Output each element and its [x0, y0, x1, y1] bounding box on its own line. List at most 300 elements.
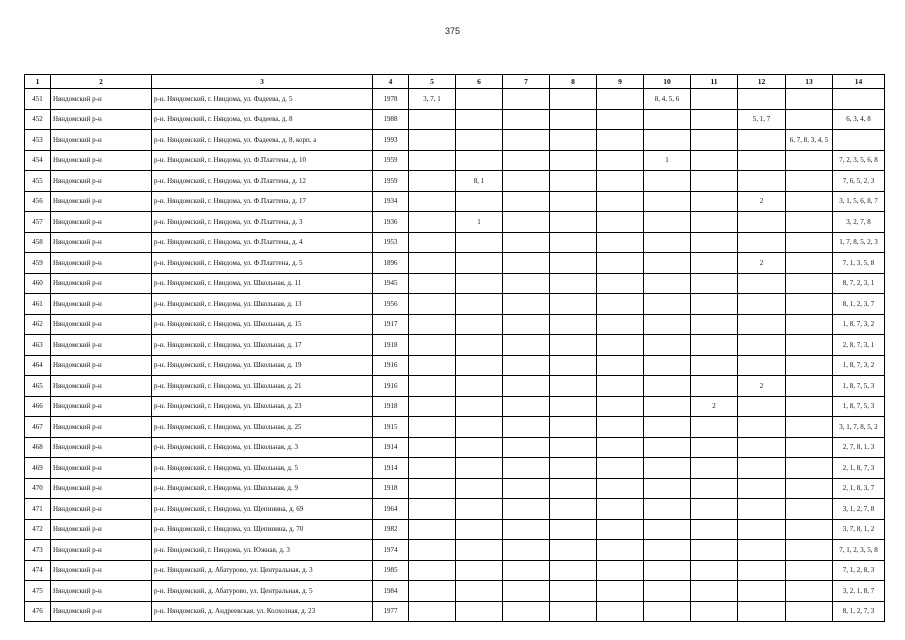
table-cell-col-4: 1945	[373, 273, 409, 294]
table-cell-col-11	[691, 376, 738, 397]
table-cell-col-14: 2, 1, 8, 7, 3	[833, 458, 885, 479]
table-cell-col-5	[409, 376, 456, 397]
table-cell-col-7	[503, 273, 550, 294]
table-cell-col-3: р-н. Няндомский, г. Няндома, ул. Щепинина, д. 70	[152, 519, 373, 540]
table-cell-col-4: 1959	[373, 150, 409, 171]
column-header-1: 1	[25, 75, 51, 89]
table-cell-col-7	[503, 191, 550, 212]
table-cell-col-8	[550, 253, 597, 274]
table-cell-col-6	[456, 253, 503, 274]
table-cell-col-7	[503, 417, 550, 438]
table-cell-col-5	[409, 191, 456, 212]
table-cell-col-9	[597, 212, 644, 233]
table-cell-col-4: 1916	[373, 355, 409, 376]
table-cell-col-5	[409, 437, 456, 458]
table-cell-col-11	[691, 519, 738, 540]
table-cell-col-4: 1896	[373, 253, 409, 274]
table-cell-col-2: Няндомский р-н	[51, 376, 152, 397]
table-cell-col-1: 471	[25, 499, 51, 520]
table-cell-col-1: 470	[25, 478, 51, 499]
table-cell-col-8	[550, 130, 597, 151]
housing-register-table	[24, 74, 885, 622]
table-cell-col-9	[597, 355, 644, 376]
table-cell-col-3: р-н. Няндомский, г. Няндома, ул. Школьная, д. 13	[152, 294, 373, 315]
table-cell-col-8	[550, 212, 597, 233]
table-cell-col-12	[738, 212, 786, 233]
table-cell-col-9	[597, 499, 644, 520]
table-cell-col-4: 1985	[373, 560, 409, 581]
column-header-11: 11	[691, 75, 738, 89]
table-row	[25, 560, 885, 581]
table-cell-col-10: 8, 4, 5, 6	[644, 89, 691, 110]
table-cell-col-5	[409, 540, 456, 561]
table-cell-col-3: р-н. Няндомский, г. Няндома, ул. Ф.Платтена, д. 5	[152, 253, 373, 274]
table-cell-col-14: 3, 7, 8, 1, 2	[833, 519, 885, 540]
table-cell-col-5	[409, 109, 456, 130]
table-cell-col-10	[644, 171, 691, 192]
table-cell-col-7	[503, 212, 550, 233]
table-cell-col-9	[597, 601, 644, 622]
table-row	[25, 601, 885, 622]
table-cell-col-8	[550, 519, 597, 540]
table-cell-col-13: 6, 7, 8, 3, 4, 5	[786, 130, 833, 151]
table-cell-col-2: Няндомский р-н	[51, 396, 152, 417]
table-row	[25, 396, 885, 417]
table-cell-col-10	[644, 376, 691, 397]
table-cell-col-10	[644, 396, 691, 417]
table-cell-col-9	[597, 273, 644, 294]
table-cell-col-9	[597, 458, 644, 479]
table-cell-col-6	[456, 273, 503, 294]
table-cell-col-3: р-н. Няндомский, г. Няндома, ул. Ф.Платтена, д. 10	[152, 150, 373, 171]
table-cell-col-9	[597, 560, 644, 581]
table-cell-col-3: р-н. Няндомский, г. Няндома, ул. Школьная, д. 25	[152, 417, 373, 438]
column-header-2: 2	[51, 75, 152, 89]
table-cell-col-13	[786, 499, 833, 520]
table-cell-col-2: Няндомский р-н	[51, 560, 152, 581]
table-cell-col-9	[597, 294, 644, 315]
table-cell-col-8	[550, 109, 597, 130]
table-cell-col-1: 453	[25, 130, 51, 151]
table-cell-col-8	[550, 232, 597, 253]
table-cell-col-4: 1916	[373, 376, 409, 397]
table-cell-col-10: 1	[644, 150, 691, 171]
table-cell-col-13	[786, 314, 833, 335]
table-cell-col-2: Няндомский р-н	[51, 232, 152, 253]
table-cell-col-14: 7, 1, 2, 3, 5, 8	[833, 540, 885, 561]
table-cell-col-13	[786, 171, 833, 192]
table-cell-col-8	[550, 478, 597, 499]
table-cell-col-11	[691, 335, 738, 356]
table-cell-col-3: р-н. Няндомский, г. Няндома, ул. Школьная, д. 23	[152, 396, 373, 417]
table-cell-col-12	[738, 89, 786, 110]
table-cell-col-5	[409, 417, 456, 438]
table-cell-col-7	[503, 437, 550, 458]
table-cell-col-12	[738, 540, 786, 561]
table-cell-col-7	[503, 355, 550, 376]
table-cell-col-6	[456, 376, 503, 397]
table-cell-col-13	[786, 478, 833, 499]
table-cell-col-10	[644, 335, 691, 356]
table-cell-col-6	[456, 458, 503, 479]
table-cell-col-8	[550, 458, 597, 479]
table-cell-col-6	[456, 130, 503, 151]
table-cell-col-3: р-н. Няндомский, г. Няндома, ул. Южная, д. 3	[152, 540, 373, 561]
table-cell-col-2: Няндомский р-н	[51, 273, 152, 294]
table-cell-col-3: р-н. Няндомский, г. Няндома, ул. Школьная, д. 17	[152, 335, 373, 356]
table-cell-col-8	[550, 601, 597, 622]
table-cell-col-7	[503, 396, 550, 417]
table-cell-col-9	[597, 581, 644, 602]
table-cell-col-1: 469	[25, 458, 51, 479]
table-cell-col-13	[786, 273, 833, 294]
table-cell-col-3: р-н. Няндомский, г. Няндома, ул. Ф.Платтена, д. 4	[152, 232, 373, 253]
table-cell-col-8	[550, 376, 597, 397]
table-cell-col-1: 474	[25, 560, 51, 581]
table-cell-col-4: 1934	[373, 191, 409, 212]
table-row	[25, 376, 885, 397]
table-cell-col-6	[456, 191, 503, 212]
table-cell-col-7	[503, 171, 550, 192]
table-cell-col-12	[738, 417, 786, 438]
table-cell-col-13	[786, 253, 833, 274]
table-cell-col-7	[503, 478, 550, 499]
table-cell-col-6	[456, 519, 503, 540]
table-cell-col-13	[786, 581, 833, 602]
table-cell-col-5	[409, 130, 456, 151]
table-cell-col-13	[786, 89, 833, 110]
table-cell-col-13	[786, 355, 833, 376]
column-header-13: 13	[786, 75, 833, 89]
table-header	[25, 75, 885, 89]
table-cell-col-10	[644, 478, 691, 499]
table-cell-col-3: р-н. Няндомский, д. Андреевская, ул. Колхозная, д. 23	[152, 601, 373, 622]
table-cell-col-2: Няндомский р-н	[51, 519, 152, 540]
table-row	[25, 540, 885, 561]
table-cell-col-14: 7, 6, 5, 2, 3	[833, 171, 885, 192]
table-cell-col-6	[456, 437, 503, 458]
table-cell-col-2: Няндомский р-н	[51, 253, 152, 274]
table-cell-col-14: 1, 8, 7, 5, 3	[833, 396, 885, 417]
table-cell-col-5	[409, 355, 456, 376]
table-cell-col-14: 3, 2, 1, 8, 7	[833, 581, 885, 602]
table-cell-col-3: р-н. Няндомский, г. Няндома, ул. Ф.Платтена, д. 12	[152, 171, 373, 192]
table-cell-col-9	[597, 540, 644, 561]
table-cell-col-11	[691, 601, 738, 622]
table-cell-col-6	[456, 314, 503, 335]
table-cell-col-5	[409, 478, 456, 499]
table-cell-col-5	[409, 253, 456, 274]
table-cell-col-11	[691, 458, 738, 479]
table-cell-col-12	[738, 294, 786, 315]
table-cell-col-14: 1, 8, 7, 3, 2	[833, 355, 885, 376]
table-cell-col-11	[691, 212, 738, 233]
table-cell-col-11	[691, 499, 738, 520]
table-cell-col-3: р-н. Няндомский, г. Няндома, ул. Школьная, д. 3	[152, 437, 373, 458]
table-cell-col-14: 1, 8, 7, 5, 3	[833, 376, 885, 397]
column-header-3: 3	[152, 75, 373, 89]
table-cell-col-9	[597, 109, 644, 130]
table-cell-col-10	[644, 601, 691, 622]
table-cell-col-7	[503, 150, 550, 171]
table-cell-col-14: 2, 1, 8, 3, 7	[833, 478, 885, 499]
table-cell-col-11: 2	[691, 396, 738, 417]
table-cell-col-3: р-н. Няндомский, г. Няндома, ул. Школьная, д. 15	[152, 314, 373, 335]
table-cell-col-13	[786, 519, 833, 540]
table-cell-col-1: 468	[25, 437, 51, 458]
column-header-9: 9	[597, 75, 644, 89]
table-cell-col-11	[691, 314, 738, 335]
table-cell-col-4: 1959	[373, 171, 409, 192]
table-cell-col-14: 3, 1, 5, 6, 8, 7	[833, 191, 885, 212]
table-cell-col-3: р-н. Няндомский, г. Няндома, ул. Школьная, д. 11	[152, 273, 373, 294]
table-cell-col-12	[738, 130, 786, 151]
table-cell-col-14: 6, 3, 4, 8	[833, 109, 885, 130]
table-cell-col-10	[644, 355, 691, 376]
table-row	[25, 212, 885, 233]
table-row	[25, 478, 885, 499]
table-cell-col-8	[550, 499, 597, 520]
table-cell-col-3: р-н. Няндомский, д. Абатурово, ул. Центральная, д. 5	[152, 581, 373, 602]
table-cell-col-12: 2	[738, 376, 786, 397]
table-cell-col-10	[644, 253, 691, 274]
table-cell-col-1: 473	[25, 540, 51, 561]
table-cell-col-4: 1914	[373, 458, 409, 479]
table-cell-col-14: 2, 7, 8, 1, 3	[833, 437, 885, 458]
table-cell-col-9	[597, 171, 644, 192]
table-cell-col-1: 465	[25, 376, 51, 397]
table-cell-col-5	[409, 335, 456, 356]
table-cell-col-2: Няндомский р-н	[51, 601, 152, 622]
table-cell-col-8	[550, 355, 597, 376]
table-cell-col-10	[644, 314, 691, 335]
table-cell-col-6	[456, 581, 503, 602]
table-row	[25, 519, 885, 540]
table-cell-col-9	[597, 150, 644, 171]
table-row	[25, 130, 885, 151]
table-cell-col-6	[456, 417, 503, 438]
table-cell-col-2: Няндомский р-н	[51, 355, 152, 376]
table-cell-col-7	[503, 601, 550, 622]
table-row	[25, 253, 885, 274]
table-cell-col-6	[456, 478, 503, 499]
table-cell-col-13	[786, 601, 833, 622]
table-cell-col-1: 475	[25, 581, 51, 602]
table-cell-col-9	[597, 519, 644, 540]
table-cell-col-1: 462	[25, 314, 51, 335]
table-cell-col-7	[503, 540, 550, 561]
table-cell-col-4: 1974	[373, 540, 409, 561]
table-cell-col-1: 463	[25, 335, 51, 356]
table-cell-col-3: р-н. Няндомский, г. Няндома, ул. Щепинина, д. 69	[152, 499, 373, 520]
table-cell-col-14: 8, 7, 2, 3, 1	[833, 273, 885, 294]
table-row	[25, 437, 885, 458]
table-cell-col-4: 1984	[373, 581, 409, 602]
table-cell-col-14: 7, 1, 2, 8, 3	[833, 560, 885, 581]
table-cell-col-4: 1964	[373, 499, 409, 520]
table-cell-col-2: Няндомский р-н	[51, 478, 152, 499]
table-cell-col-1: 457	[25, 212, 51, 233]
table-cell-col-1: 459	[25, 253, 51, 274]
table-cell-col-5	[409, 212, 456, 233]
table-cell-col-8	[550, 150, 597, 171]
table-cell-col-10	[644, 581, 691, 602]
table-cell-col-2: Няндомский р-н	[51, 89, 152, 110]
table-cell-col-3: р-н. Няндомский, г. Няндома, ул. Фадеева, д. 8	[152, 109, 373, 130]
column-header-14: 14	[833, 75, 885, 89]
table-cell-col-14: 2, 8, 7, 3, 1	[833, 335, 885, 356]
table-cell-col-8	[550, 273, 597, 294]
table-cell-col-9	[597, 130, 644, 151]
table-cell-col-11	[691, 273, 738, 294]
table-row	[25, 314, 885, 335]
table-cell-col-12	[738, 171, 786, 192]
table-cell-col-10	[644, 191, 691, 212]
table-cell-col-6	[456, 540, 503, 561]
table-body	[25, 89, 885, 622]
table-cell-col-11	[691, 109, 738, 130]
table-cell-col-14: 7, 2, 3, 5, 6, 8	[833, 150, 885, 171]
table-cell-col-12	[738, 499, 786, 520]
table-cell-col-7	[503, 560, 550, 581]
table-cell-col-10	[644, 560, 691, 581]
table-cell-col-2: Няндомский р-н	[51, 212, 152, 233]
table-cell-col-9	[597, 232, 644, 253]
table-cell-col-4: 1918	[373, 335, 409, 356]
table-cell-col-1: 461	[25, 294, 51, 315]
table-cell-col-6	[456, 109, 503, 130]
table-cell-col-14	[833, 89, 885, 110]
table-cell-col-11	[691, 130, 738, 151]
table-cell-col-5	[409, 560, 456, 581]
table-cell-col-13	[786, 417, 833, 438]
table-cell-col-11	[691, 560, 738, 581]
table-cell-col-1: 454	[25, 150, 51, 171]
table-cell-col-1: 466	[25, 396, 51, 417]
table-cell-col-5	[409, 458, 456, 479]
table-cell-col-5	[409, 150, 456, 171]
table-cell-col-1: 472	[25, 519, 51, 540]
table-cell-col-10	[644, 294, 691, 315]
table-cell-col-7	[503, 130, 550, 151]
table-cell-col-12	[738, 335, 786, 356]
table-cell-col-14: 3, 1, 2, 7, 8	[833, 499, 885, 520]
table-cell-col-12	[738, 519, 786, 540]
table-cell-col-1: 467	[25, 417, 51, 438]
table-row	[25, 191, 885, 212]
table-cell-col-8	[550, 437, 597, 458]
table-cell-col-13	[786, 212, 833, 233]
table-cell-col-13	[786, 376, 833, 397]
table-cell-col-3: р-н. Няндомский, г. Няндома, ул. Школьная, д. 9	[152, 478, 373, 499]
table-cell-col-2: Няндомский р-н	[51, 458, 152, 479]
table-cell-col-11	[691, 437, 738, 458]
table-cell-col-7	[503, 89, 550, 110]
table-cell-col-5	[409, 601, 456, 622]
table-cell-col-2: Няндомский р-н	[51, 171, 152, 192]
table-cell-col-9	[597, 314, 644, 335]
table-row	[25, 294, 885, 315]
table-cell-col-2: Няндомский р-н	[51, 417, 152, 438]
table-cell-col-6	[456, 355, 503, 376]
table-cell-col-2: Няндомский р-н	[51, 499, 152, 520]
table-row	[25, 109, 885, 130]
table-cell-col-3: р-н. Няндомский, г. Няндома, ул. Ф.Платтена, д. 17	[152, 191, 373, 212]
table-cell-col-8	[550, 396, 597, 417]
table-cell-col-7	[503, 519, 550, 540]
table-cell-col-4: 1936	[373, 212, 409, 233]
table-cell-col-2: Няндомский р-н	[51, 150, 152, 171]
table-cell-col-10	[644, 458, 691, 479]
table-row	[25, 232, 885, 253]
table-cell-col-7	[503, 499, 550, 520]
table-cell-col-3: р-н. Няндомский, г. Няндома, ул. Школьная, д. 5	[152, 458, 373, 479]
column-header-12: 12	[738, 75, 786, 89]
table-cell-col-2: Няндомский р-н	[51, 581, 152, 602]
table-cell-col-13	[786, 294, 833, 315]
table-cell-col-13	[786, 540, 833, 561]
table-cell-col-5	[409, 581, 456, 602]
table-cell-col-4: 1917	[373, 314, 409, 335]
table-cell-col-14: 3, 2, 7, 8	[833, 212, 885, 233]
table-cell-col-6	[456, 335, 503, 356]
table-cell-col-11	[691, 253, 738, 274]
table-cell-col-10	[644, 519, 691, 540]
table-cell-col-1: 476	[25, 601, 51, 622]
table-cell-col-11	[691, 171, 738, 192]
table-cell-col-13	[786, 560, 833, 581]
table-cell-col-12	[738, 232, 786, 253]
table-cell-col-12	[738, 396, 786, 417]
table-row	[25, 89, 885, 110]
table-cell-col-9	[597, 89, 644, 110]
table-cell-col-11	[691, 355, 738, 376]
table-cell-col-5	[409, 499, 456, 520]
table-cell-col-7	[503, 294, 550, 315]
table-cell-col-8	[550, 294, 597, 315]
table-cell-col-9	[597, 478, 644, 499]
table-cell-col-10	[644, 130, 691, 151]
table-cell-col-5: 3, 7, 1	[409, 89, 456, 110]
table-cell-col-1: 456	[25, 191, 51, 212]
table-cell-col-10	[644, 499, 691, 520]
table-cell-col-8	[550, 314, 597, 335]
table-row	[25, 458, 885, 479]
table-cell-col-12: 2	[738, 191, 786, 212]
table-cell-col-8	[550, 417, 597, 438]
table-cell-col-2: Няндомский р-н	[51, 109, 152, 130]
table-cell-col-12: 2	[738, 253, 786, 274]
table-cell-col-12	[738, 150, 786, 171]
table-cell-col-7	[503, 335, 550, 356]
table-cell-col-2: Няндомский р-н	[51, 335, 152, 356]
table-cell-col-9	[597, 417, 644, 438]
table-cell-col-12	[738, 601, 786, 622]
table-cell-col-3: р-н. Няндомский, г. Няндома, ул. Школьная, д. 21	[152, 376, 373, 397]
table-cell-col-12	[738, 437, 786, 458]
table-cell-col-10	[644, 212, 691, 233]
table-cell-col-8	[550, 171, 597, 192]
table-cell-col-11	[691, 581, 738, 602]
column-header-7: 7	[503, 75, 550, 89]
table-cell-col-5	[409, 519, 456, 540]
table-cell-col-10	[644, 232, 691, 253]
table-cell-col-4: 1918	[373, 396, 409, 417]
table-cell-col-8	[550, 335, 597, 356]
table-cell-col-1: 451	[25, 89, 51, 110]
table-cell-col-13	[786, 109, 833, 130]
table-cell-col-13	[786, 232, 833, 253]
